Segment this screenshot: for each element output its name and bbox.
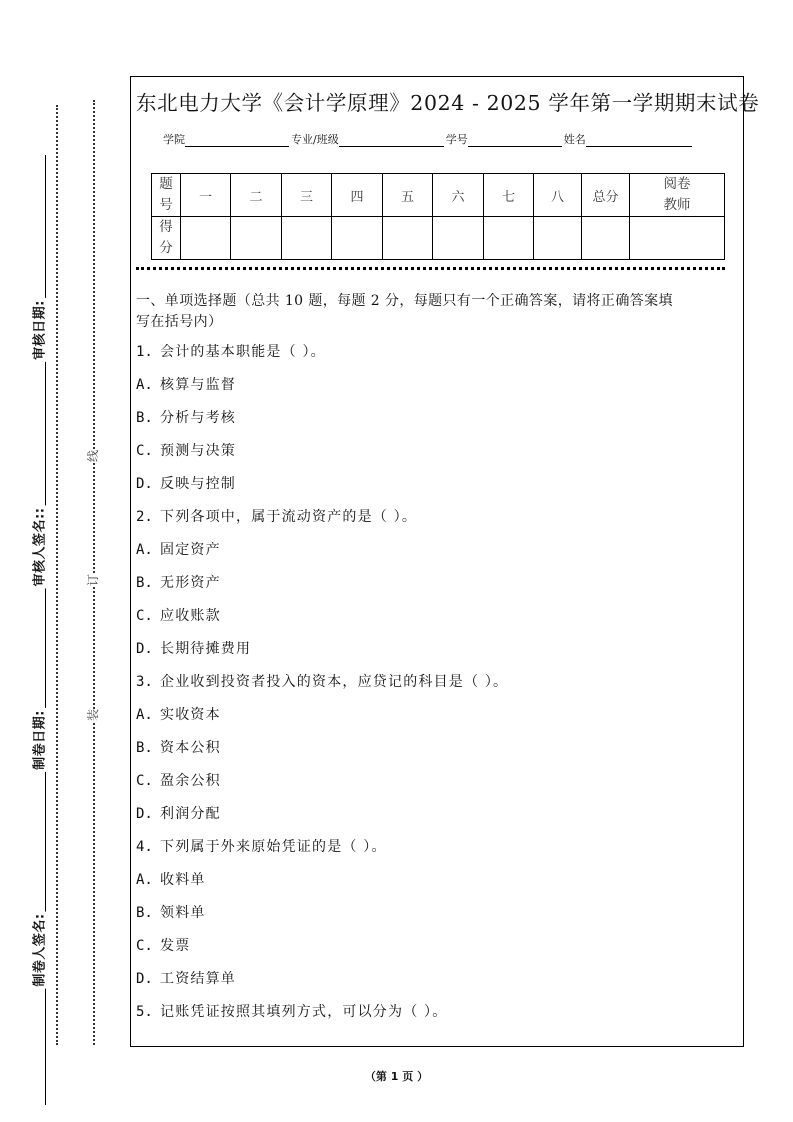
score-cell[interactable] (282, 217, 332, 260)
option-3a: A. 实收资本 (136, 707, 221, 723)
dotted-separator (136, 267, 725, 270)
binding-char-zhuang: 装 (86, 708, 100, 722)
page-number: （第 1 页 ） (364, 1070, 429, 1083)
question-section (136, 291, 738, 1035)
grader-header: 阅卷 教师 (630, 174, 725, 217)
major-class-field[interactable] (339, 133, 444, 147)
score-cell[interactable] (383, 217, 433, 260)
name-field[interactable] (586, 133, 692, 147)
column-header: 三 (282, 174, 332, 217)
dotted-cut-line-inner (93, 100, 95, 1045)
section-heading: 一、单项选择题（总共 10 题，每题 2 分，每题只有一个正确答案，请将正确答案填 写在括号内） (136, 293, 673, 330)
total-score-cell[interactable] (582, 217, 630, 260)
option-1c: C. 预测与决策 (136, 443, 236, 459)
question-number-header: 题 号 (152, 174, 181, 217)
option-4c: C. 发票 (136, 938, 191, 954)
option-2a: A. 固定资产 (136, 542, 221, 558)
option-4a: A. 收料单 (136, 872, 206, 888)
column-header: 五 (383, 174, 433, 217)
option-3c: C. 盈余公积 (136, 773, 221, 789)
question-4: 4. 下列属于外来原始凭证的是（ ）。 (136, 839, 387, 855)
exam-title: 东北电力大学《会计学原理》2024 - 2025 学年第一学期期末试卷 (136, 91, 760, 115)
dotted-cut-line-outer (56, 105, 58, 1045)
question-3: 3. 企业收到投资者投入的资本，应贷记的科目是（ ）。 (136, 674, 509, 690)
grader-cell[interactable] (630, 217, 725, 260)
column-header: 四 (332, 174, 383, 217)
major-class-label: 专业/班级 (291, 133, 339, 146)
option-2b: B. 无形资产 (136, 575, 221, 591)
binding-char-xian: 线 (86, 449, 100, 463)
score-cell[interactable] (534, 217, 582, 260)
college-label: 学院 (163, 133, 185, 146)
option-4b: B. 领料单 (136, 905, 206, 921)
option-1d: D. 反映与控制 (136, 476, 236, 492)
column-header: 八 (534, 174, 582, 217)
prep-date-label: 制卷日期: (29, 708, 48, 772)
question-5: 5. 记账凭证按照其填列方式，可以分为（ ）。 (136, 1004, 448, 1020)
option-1a: A. 核算与监督 (136, 377, 236, 393)
option-3d: D. 利润分配 (136, 806, 221, 822)
score-cell[interactable] (332, 217, 383, 260)
score-row (152, 217, 725, 260)
column-header: 七 (484, 174, 534, 217)
score-cell[interactable] (433, 217, 484, 260)
name-label: 姓名 (563, 133, 586, 146)
column-header-total: 总分 (582, 174, 630, 217)
reviewer-signature-label: 审核人签名:: (29, 506, 48, 589)
score-table (151, 173, 725, 260)
column-header: 二 (231, 174, 282, 217)
option-4d: D. 工资结算单 (136, 971, 236, 987)
score-cell[interactable] (181, 217, 231, 260)
binding-char-ding: 订 (86, 573, 100, 587)
question-number-row (152, 174, 725, 217)
column-header: 六 (433, 174, 484, 217)
column-header: 一 (181, 174, 231, 217)
score-header: 得 分 (152, 217, 181, 260)
option-2d: D. 长期待摊费用 (136, 641, 252, 657)
student-id-field[interactable] (468, 133, 562, 147)
question-2: 2. 下列各项中，属于流动资产的是（ ）。 (136, 509, 418, 525)
option-3b: B. 资本公积 (136, 740, 221, 756)
question-1: 1. 会计的基本职能是（ ）。 (136, 344, 326, 360)
option-1b: B. 分析与考核 (136, 410, 236, 426)
student-id-label: 学号 (445, 133, 468, 146)
option-2c: C. 应收账款 (136, 608, 221, 624)
preparer-signature-label: 制卷人签名: (29, 911, 48, 988)
score-cell[interactable] (484, 217, 534, 260)
review-date-label: 审核日期: (29, 298, 48, 362)
score-cell[interactable] (231, 217, 282, 260)
college-field[interactable] (185, 133, 289, 147)
student-info-row (163, 131, 694, 147)
